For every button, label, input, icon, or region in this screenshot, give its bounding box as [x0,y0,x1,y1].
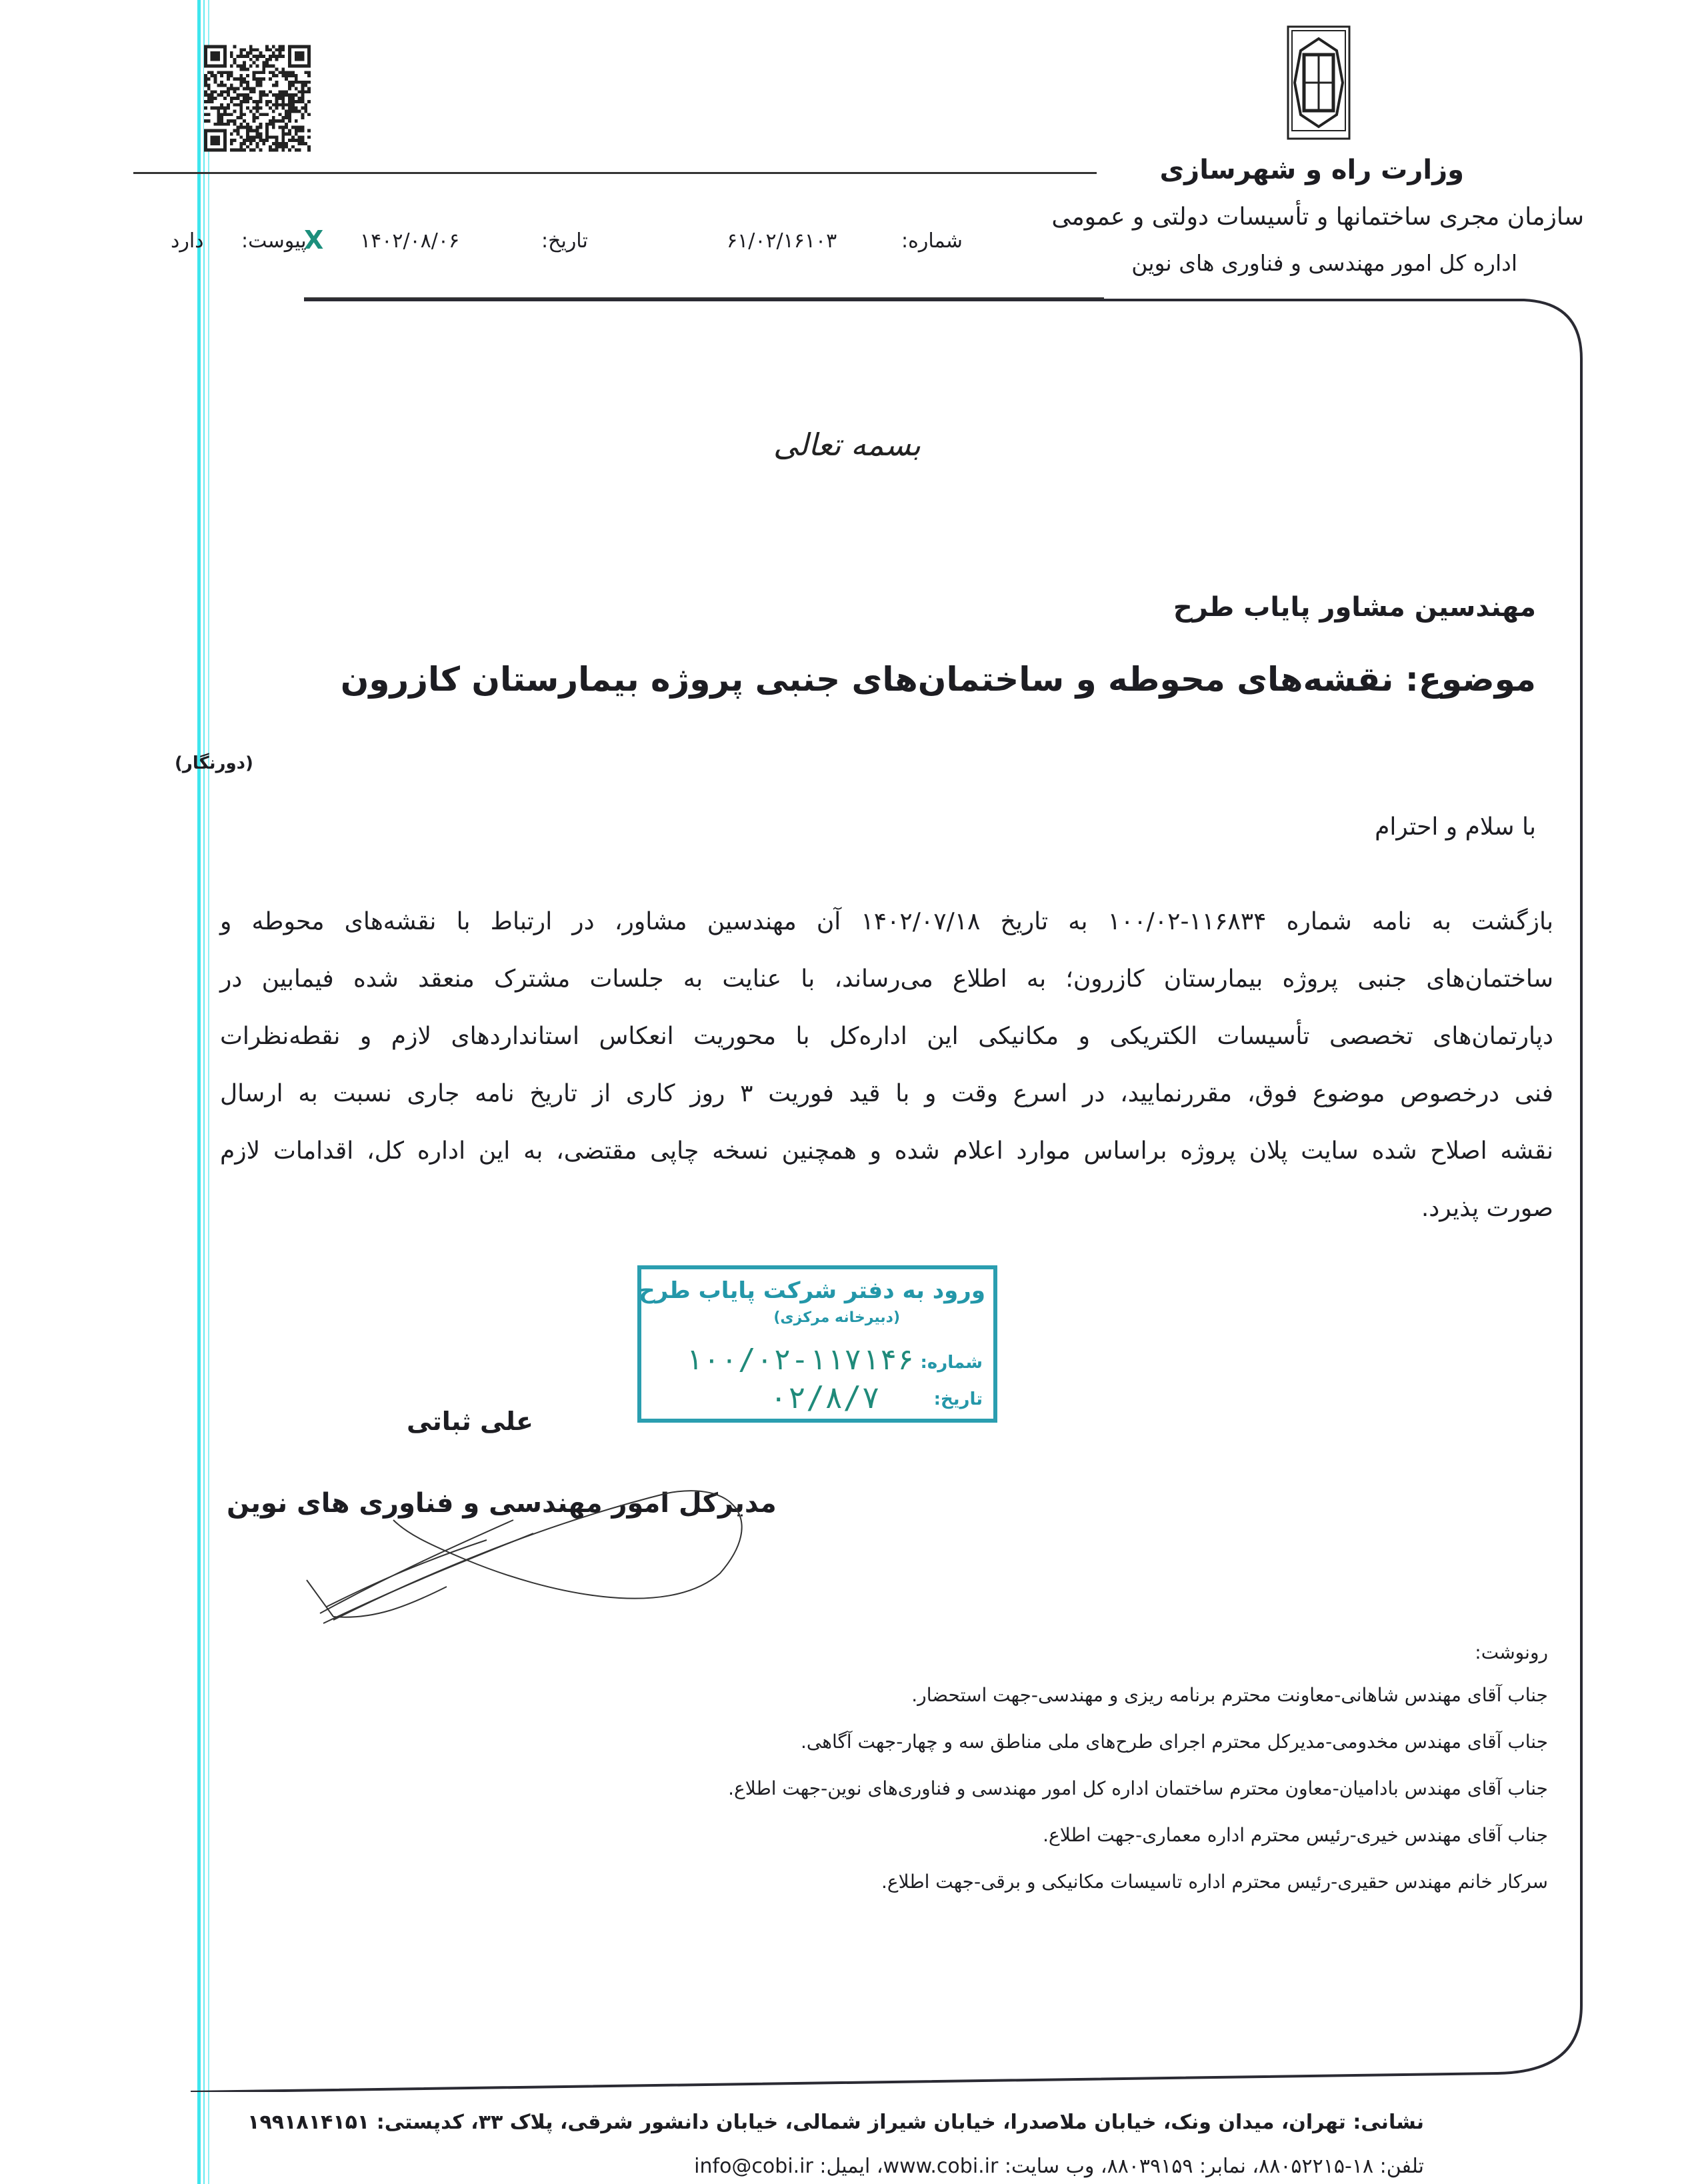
qr-code-icon [204,43,311,153]
fax-note: (دورنگار) [175,753,253,773]
organization-name: سازمان مجری ساختمانها و تأسیسات دولتی و عمومی [1051,203,1584,231]
signer-title: مدیرکل امور مهندسی و فناوری های نوین [227,1488,777,1519]
footer-address: نشانی: تهران، میدان ونک، خیابان ملاصدرا، خیابان شیراز شمالی، خیابان دانشور شرقی، پلاک ۳۳، کدپستی: ۱۹۹۱۸۱۴۱۵۱ [247,2111,1424,2134]
body-line: صورت پذیرد. [1421,1195,1553,1222]
body-line: بازگشت به نامه شماره ۱۱۶۸۳۴-۱۰۰/۰۲ به تاریخ ۱۴۰۲/۰۷/۱۸ آن مهندسین مشاور، در ارتباط با نقشه‌های محوطه و [220,908,1553,935]
body-line: دپارتمان‌های تخصصی تأسیسات الکتریکی و مکانیکی این اداره‌کل با محوریت انعکاس استانداردهای لازم و نقطه‌نظرات [220,1023,1553,1050]
cc-item: جناب آقای مهندس مخدومی-مدیرکل محترم اجرای طرح‌های ملی مناطق سه و چهار-جهت آگاهی. [801,1731,1548,1753]
body-line: فنی درخصوص موضوع فوق، مقررنمایید، در اسرع وقت و با قید فوریت ۳ روز کاری از تاریخ نامه جاری نسبت به ارسال [220,1080,1553,1107]
letter-date-value: ۱۴۰۲/۰۸/۰۶ [360,229,460,253]
subject-label: موضوع: [1405,660,1536,699]
body-line: نقشه اصلاح شده سایت پلان پروژه براساس موارد اعلام شده و همچنین نسخه چاپی مقتضی، به این اداره کل، اقدامات لازم [220,1137,1553,1165]
body-line: ساختمان‌های جنبی پروژه بیمارستان کازرون؛ به اطلاع می‌رساند، با عنایت به جلسات مشترک منعقد شده فیمابین در [220,965,1553,993]
cc-item: جناب آقای مهندس بادامیان-معاون محترم ساختمان اداره کل امور مهندسی و فناوری‌های نوین-جهت اطلاع. [728,1777,1548,1799]
basmala-heading: بسمه تعالی [773,427,921,463]
greeting: با سلام و احترام [1375,813,1536,841]
receipt-stamp [637,1265,997,1423]
stamp-number-label: شماره: [920,1353,983,1373]
addressee: مهندسین مشاور پایاب طرح [1173,592,1536,623]
cc-title: رونوشت: [1475,1641,1548,1663]
stamp-title: ورود به دفتر شرکت پایاب طرح [639,1277,985,1304]
cc-item: جناب آقای مهندس خیری-رئیس محترم اداره معماری-جهت اطلاع. [1043,1824,1548,1846]
subject-text: نقشه‌های محوطه و ساختمان‌های جنبی پروژه بیمارستان کازرون [340,660,1394,699]
handwritten-signature-icon [293,1480,773,1633]
department-name: اداره کل امور مهندسی و فناوری های نوین [1131,250,1517,276]
letter-date-label: تاریخ: [541,229,588,253]
ministry-name: وزارت راه و شهرسازی [1159,155,1464,185]
stamp-number-value: ۱۰۰/۰۲-۱۱۷۱۴۶ [685,1343,915,1377]
cc-item: جناب آقای مهندس شاهانی-معاونت محترم برنامه ریزی و مهندسی-جهت استحضار. [911,1684,1548,1706]
letter-number-value: ۶۱/۰۲/۱۶۱۰۳ [727,229,837,253]
letter-number-label: شماره: [901,229,963,253]
window-octagon-emblem-icon [1287,25,1351,140]
stamp-date-label: تاریخ: [933,1389,983,1409]
letter-body [220,893,1553,1237]
attachment-label: پیوست: [241,229,307,253]
signer-name: علی ثباتی [407,1407,533,1436]
subject-line [341,660,1536,699]
cc-item: سرکار خانم مهندس حقیری-رئیس محترم اداره تاسیسات مکانیکی و برقی-جهت اطلاع. [881,1871,1548,1893]
stamp-subtitle: (دبیرخانه مرکزی) [773,1309,900,1326]
attachment-mark-icon: X [304,225,324,255]
header-divider [133,172,1097,174]
footer-contact: تلفن: ۱۸-۸۸۰۵۲۲۱۵، نمابر: ۸۸۰۳۹۱۵۹، وب سایت: www.cobi.ir، ایمیل: info@cobi.ir [694,2155,1424,2178]
stamp-date-value: ۰۲/۸/۷ [769,1379,880,1415]
attachment-value: دارد [171,229,204,253]
